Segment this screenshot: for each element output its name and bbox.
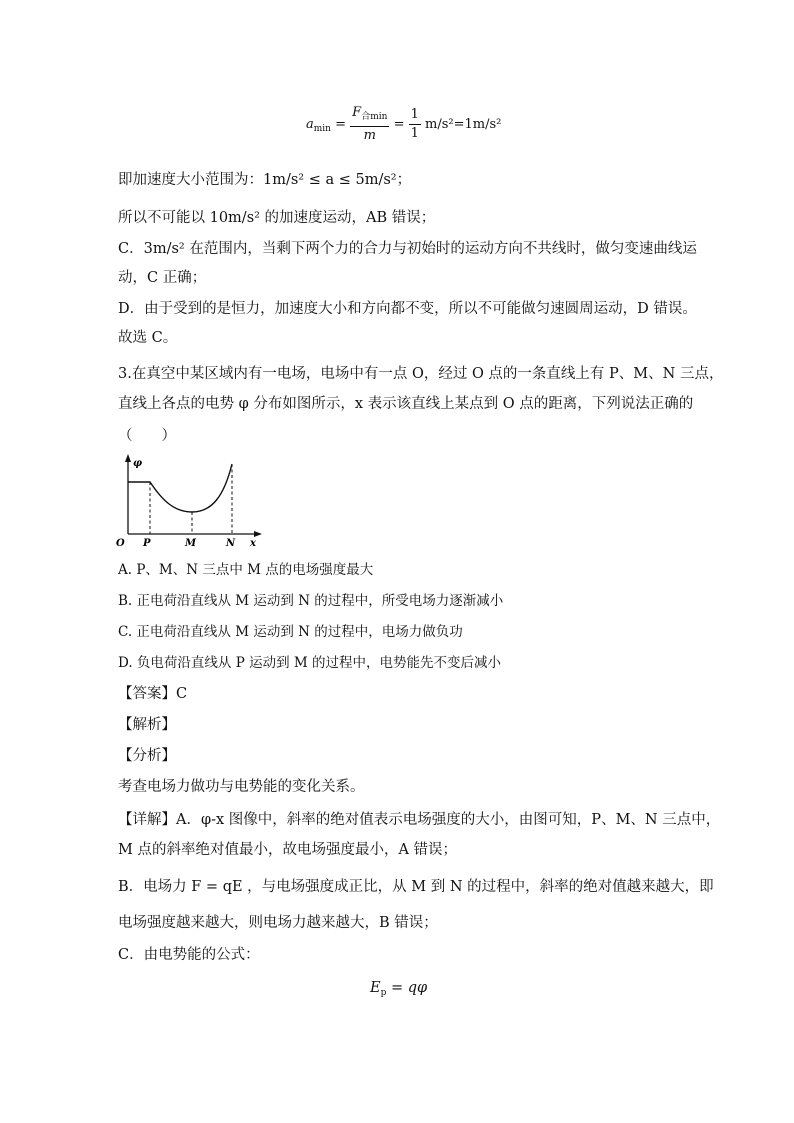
text-line-3: C．3m/s² 在范围内，当剩下两个力的合力与初始时的运动方向不共线时，做匀变速曲线运 [118,241,697,257]
point-label-n: N [226,538,236,549]
y-axis-label: φ [133,458,143,469]
potential-graph [112,452,272,552]
fenxi-tag: 【分析】 [118,748,176,764]
text-line-5: D．由于受到的是恒力，加速度大小和方向都不变，所以不可能做匀速圆周运动，D 错误。 [118,301,697,317]
formula-rhs: m/s²=1m/s² [425,117,502,132]
point-label-p: P [143,538,151,549]
x-axis-label: x [250,538,256,549]
y-axis-arrow-icon [125,454,131,462]
answer-line [118,684,187,704]
detail-line-1: 【详解】A．φ-x 图像中，斜率的绝对值表示电场强度的大小，由图可知，P、M、N 三点中， [118,812,721,828]
formula-ep-rhs: = qφ [390,980,428,996]
fraction-one-one [409,106,421,143]
answer-tag: 【答案】 [118,686,176,702]
option-d: D. 负电荷沿直线从 P 运动到 M 的过程中，电势能先不变后减小 [118,655,501,671]
text-line-1: 即加速度大小范围为：1m/s² ≤ a ≤ 5m/s²； [118,172,412,188]
fenxi-text: 考查电场力做功与电势能的变化关系。 [118,779,365,795]
text-line-2: 所以不可能以 10m/s² 的加速度运动，AB 错误； [118,210,436,226]
fraction-numerator-sub: 合min [361,112,388,122]
formula-a-min: $a_{min}$ = $\frac{F_{合min}}{m}$ = $\frac{1}{1}$ m/s²=1m/s² [306,105,502,143]
answer-value: C [176,686,188,702]
question-bracket: （ ） [118,428,176,444]
origin-label: O [116,538,125,549]
fraction-force-mass [350,104,389,145]
text-line-6: 故选 C。 [118,330,178,346]
potential-curve [128,464,232,512]
option-c: C. 正电荷沿直线从 M 运动到 N 的过程中，电场力做负功 [118,624,463,640]
option-a: A. P、M、N 三点中 M 点的电场强度最大 [118,562,374,578]
detail-line-2: M 点的斜率绝对值最小，故电场强度最小，A 错误； [118,842,458,858]
fraction2-numerator: 1 [409,106,421,125]
x-axis-arrow-icon [254,531,262,537]
detail-line-3: B．电场力 F = qE ，与电场强度成正比，从 M 到 N 的过程中，斜率的绝对值越来越大，即 [118,879,714,895]
detail-line-5: C．由电势能的公式： [118,947,260,963]
question-line-2: 直线上各点的电势 φ 分布如图所示，x 表示该直线上某点到 O 点的距离，下列说法正确的 [118,396,694,412]
text-line-4: 动，C 正确； [118,270,207,286]
point-label-m: M [185,538,197,549]
detail-line-4: 电场强度越来越大，则电场力越来越大，B 错误； [118,915,438,931]
formula-a-sub: min [313,124,331,134]
option-b: B. 正电荷沿直线从 M 运动到 N 的过程中，所受电场力逐渐减小 [118,593,504,609]
analysis-tag: 【解析】 [118,717,176,733]
formula-ep-lhs: E [370,980,381,996]
formula-ep-sub: p [380,988,387,998]
formula-a: a [306,117,314,132]
formula-ep [370,980,427,998]
fraction-numerator: F [352,105,362,120]
fraction2-denominator: 1 [410,126,419,141]
formula-eq: = [335,117,347,132]
fraction-denominator: m [363,128,376,143]
question-line-1: 3.在真空中某区域内有一电场，电场中有一点 O，经过 O 点的一条直线上有 P、M、N 三点， [118,366,724,382]
